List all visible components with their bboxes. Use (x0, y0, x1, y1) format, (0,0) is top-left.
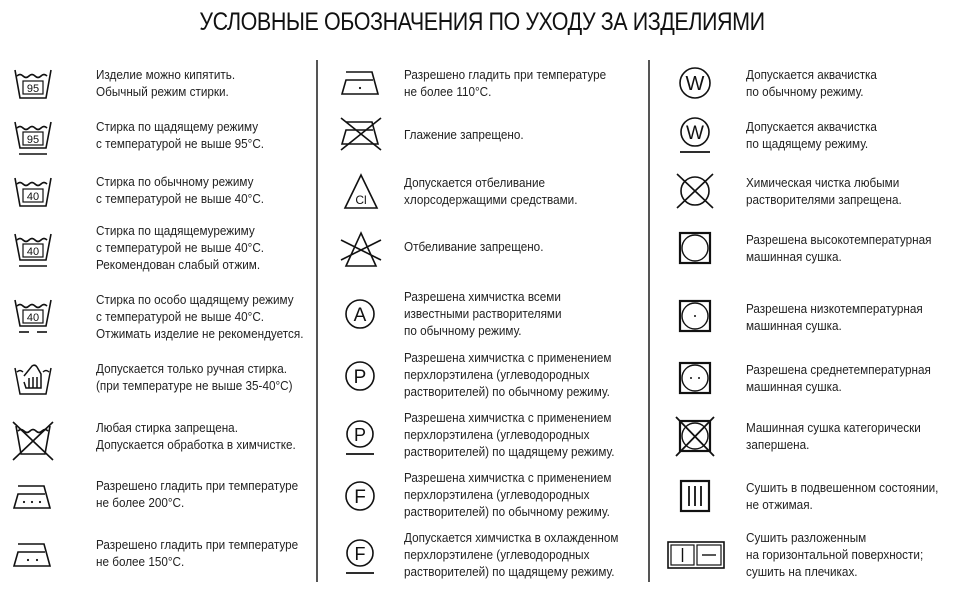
svg-text:40: 40 (26, 246, 40, 258)
svg-text:95: 95 (26, 83, 40, 95)
iron-two-dots-icon (10, 534, 56, 580)
svg-text:W: W (686, 123, 704, 144)
washtub-40-very-gentle-icon (10, 294, 56, 340)
washtub-95-gentle-icon (10, 116, 56, 162)
care-description: Разрешено гладить при температуре не более 150°C. (96, 538, 299, 569)
svg-text:Cl: Cl (355, 193, 367, 207)
svg-text:P: P (353, 367, 367, 388)
care-description: Разрешена высокотемпературная машинная сушка. (746, 233, 932, 264)
dry-clean-p-icon (338, 354, 384, 400)
dry-clean-p-gentle-icon (338, 414, 384, 460)
chlorine-bleach-icon (338, 170, 384, 216)
care-description: Разрешена химчистка всеми известными растворителями по обычному режиму. (404, 290, 562, 338)
iron-one-dot-icon (338, 62, 384, 108)
do-not-bleach-icon (338, 226, 384, 272)
care-description: Разрешена низкотемпературная машинная сушка. (746, 302, 923, 333)
care-description: Глажение запрещено. (404, 128, 524, 142)
washtub-40-gentle-icon (10, 228, 56, 274)
do-not-wash-icon (10, 418, 56, 464)
column-divider-1 (316, 60, 318, 582)
care-description: Допускается только ручная стирка. (при температуре не выше 35-40°C) (96, 362, 293, 393)
care-description: Стирка по особо щадящему режиму с температурой не выше 40°C. Отжимать изделие не рекомендуется. (96, 293, 304, 341)
care-description: Сушить разложенным на горизонтальной поверхности; сушить на плечиках. (746, 531, 924, 579)
do-not-dry-clean-icon (672, 168, 718, 214)
care-description: Изделие можно кипятить. Обычный режим стирки. (96, 68, 236, 99)
column-divider-2 (648, 60, 650, 582)
hand-wash-icon (10, 358, 56, 404)
care-description: Сушить в подвешенном состоянии, не отжимая. (746, 481, 939, 512)
svg-text:P: P (353, 425, 367, 445)
dry-flat-hang-icon (666, 534, 726, 580)
care-description: Машинная сушка категорически запершена. (746, 421, 921, 452)
care-description: Стирка по щадящему режиму с температурой не выше 95°C. (96, 120, 265, 151)
tumble-dry-low-icon (672, 294, 718, 340)
care-description: Разрешена химчистка с применением перхлорэтилена (углеводородных растворителей) по обычному режиму. (404, 351, 612, 399)
svg-text:40: 40 (26, 312, 40, 324)
do-not-tumble-dry-icon (672, 414, 718, 460)
care-description: Любая стирка запрещена. Допускается обработка в химчистке. (96, 421, 296, 452)
dry-clean-f-gentle-icon (338, 534, 384, 580)
iron-three-dots-icon (10, 476, 56, 522)
care-description: Допускается аквачистка по щадящему режиму. (746, 120, 877, 151)
care-description: Разрешена химчистка с применением перхлорэтилена (углеводородных растворителей) по обычному режиму. (404, 471, 612, 519)
washtub-40-icon (10, 172, 56, 218)
care-description: Допускается аквачистка по обычному режиму. (746, 68, 877, 99)
drip-dry-icon (672, 474, 718, 520)
page-title: УСЛОВНЫЕ ОБОЗНАЧЕНИЯ ПО УХОДУ ЗА ИЗДЕЛИЯМИ (199, 8, 765, 36)
care-description: Стирка по обычному режиму с температурой не выше 40°C. (96, 175, 265, 206)
wet-clean-w-icon (672, 60, 718, 106)
svg-text:40: 40 (26, 191, 40, 203)
wet-clean-w-gentle-icon (672, 112, 718, 158)
care-description: Разрешена химчистка с применением перхлорэтилена (углеводородных растворителей) по щадящему режиму. (404, 411, 615, 459)
washtub-95-icon (10, 64, 56, 110)
do-not-iron-icon (338, 112, 384, 158)
dry-clean-a-icon (338, 292, 384, 338)
svg-text:95: 95 (26, 134, 40, 146)
svg-text:W: W (685, 73, 705, 95)
care-description: Химическая чистка любыми растворителями запрещена. (746, 176, 902, 207)
care-description: Допускается отбеливание хлорсодержащими средствами. (404, 176, 578, 207)
care-description: Отбеливание запрещено. (404, 240, 544, 254)
care-description: Допускается химчистка в охлажденном перхлорэтилене (углеводородных растворителей) по щадящему режиму. (404, 531, 619, 579)
care-description: Разрешено гладить при температуре не более 110°C. (404, 68, 607, 99)
care-description: Разрешена среднетемпературная машинная сушка. (746, 363, 931, 394)
svg-text:F: F (354, 487, 366, 508)
care-description: Стирка по щадящемурежиму с температурой не выше 40°C. Рекомендован слабый отжим. (96, 224, 265, 272)
tumble-dry-medium-icon (672, 356, 718, 402)
svg-text:A: A (353, 305, 367, 326)
care-description: Разрешено гладить при температуре не более 200°C. (96, 479, 299, 510)
tumble-dry-high-icon (672, 226, 718, 272)
dry-clean-f-icon (338, 474, 384, 520)
svg-text:F: F (354, 544, 366, 564)
